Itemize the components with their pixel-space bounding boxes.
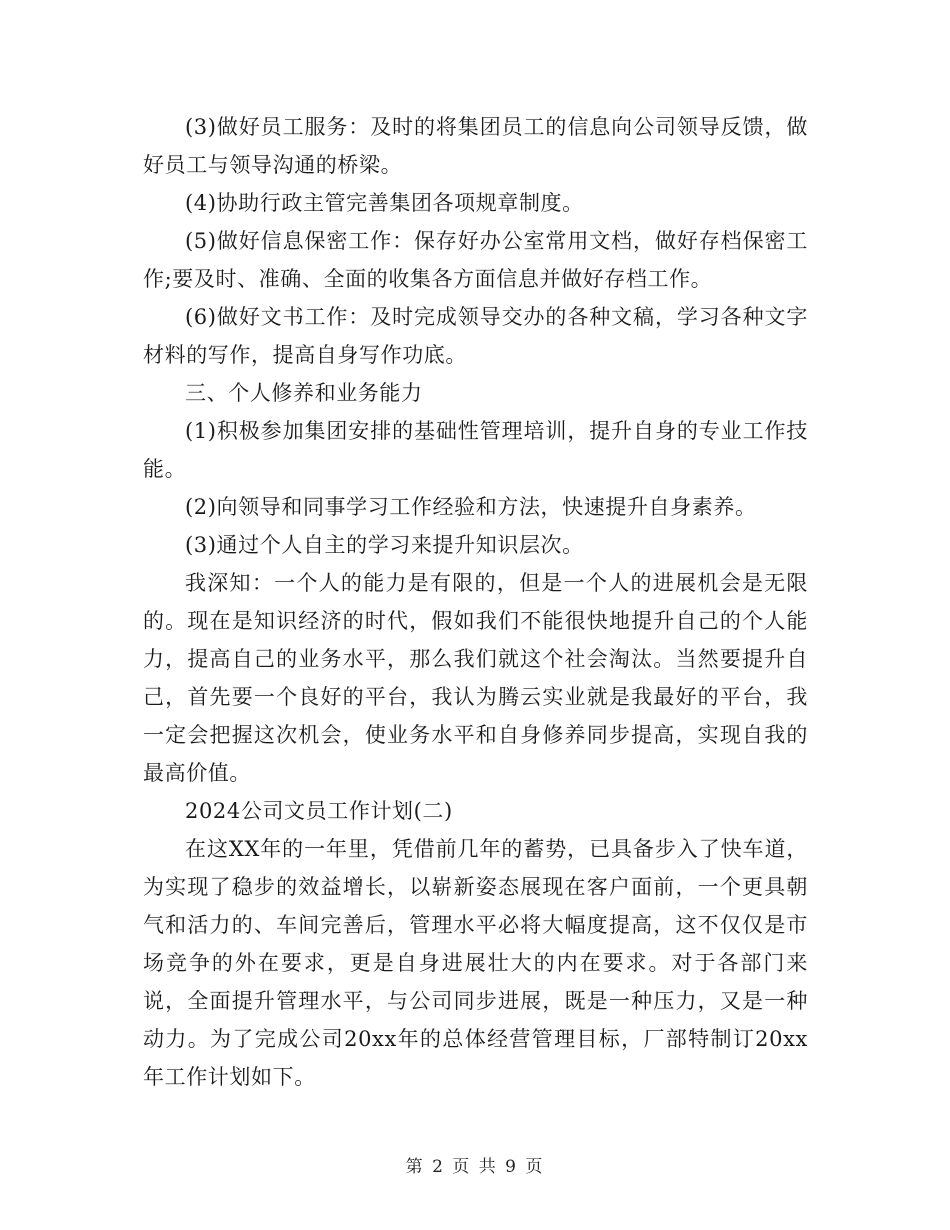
section-heading-plan-two: 2024公司文员工作计划(二) <box>185 799 453 823</box>
paragraph-training: (1)积极参加集团安排的基础性管理培训，提升自身的专业工作技能。 <box>143 419 808 481</box>
paragraph-confidentiality: (5)做好信息保密工作：保存好办公室常用文档，做好存档保密工作;要及时、准确、全面的收集各方面信息并做好存档工作。 <box>143 229 808 291</box>
paragraph-rules-assist: (4)协助行政主管完善集团各项规章制度。 <box>185 191 584 215</box>
paragraph-employee-service: (3)做好员工服务：及时的将集团员工的信息向公司领导反馈，做好员工与领导沟通的桥梁。 <box>143 115 808 177</box>
paragraph-self-study: (3)通过个人自主的学习来提升知识层次。 <box>185 533 584 557</box>
section-heading-personal: 三、个人修养和业务能力 <box>185 381 423 405</box>
paragraph-learning-colleagues: (2)向领导和同事学习工作经验和方法，快速提升自身素养。 <box>185 495 757 519</box>
paragraph-reflection: 我深知：一个人的能力是有限的，但是一个人的进展机会是无限的。现在是知识经济的时代，假如我们不能很快地提升自己的个人能力，提高自己的业务水平，那么我们就这个社会淘汰。当然要提升自己，首先要一个良好的平台，我认为腾云实业就是我最好的平台，我一定会把握这次机会，使业务水平和自身修养同步提高，实现自我的最高价值。 <box>143 571 808 785</box>
paragraph-plan-intro: 在这XX年的一年里，凭借前几年的蓄势，已具备步入了快车道，为实现了稳步的效益增长，以崭新姿态展现在客户面前，一个更具朝气和活力的、车间完善后，管理水平必将大幅度提高，这不仅仅是市场竞争的外在要求，更是自身进展壮大的内在要求。对于各部门来说，全面提升管理水平，与公司同步进展，既是一种压力，又是一种动力。为了完成公司20xx年的总体经营管理目标，厂部特制订20xx年工作计划如下。 <box>143 837 808 1089</box>
paragraph-documentation: (6)做好文书工作：及时完成领导交办的各种文稿，学习各种文字材料的写作，提高自身写作功底。 <box>143 305 808 367</box>
document-body <box>143 108 808 1096</box>
page-number-footer: 第 2 页 共 9 页 <box>405 1157 545 1177</box>
